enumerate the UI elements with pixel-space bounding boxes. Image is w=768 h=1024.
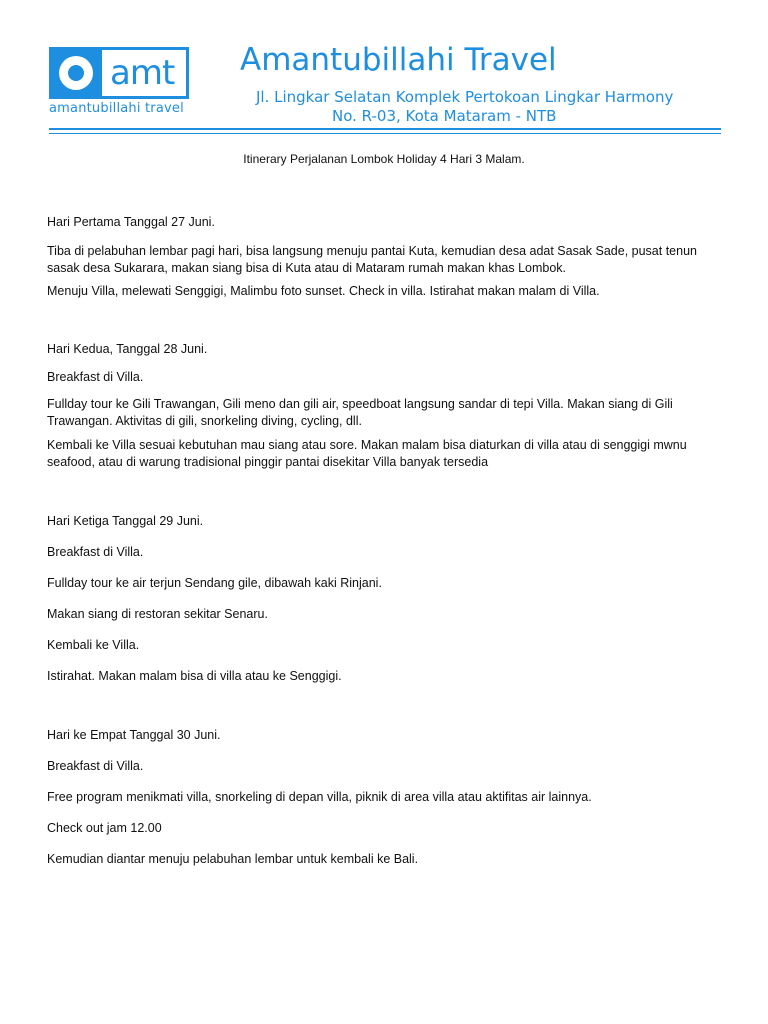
letterhead xyxy=(0,0,768,140)
logo-mark xyxy=(52,50,102,96)
day-heading: Hari Kedua, Tanggal 28 Juni. xyxy=(47,342,208,356)
paragraph: Breakfast di Villa. xyxy=(47,759,144,773)
paragraph: Istirahat. Makan malam bisa di villa atau ke Senggigi. xyxy=(47,669,342,683)
company-name: Amantubillahi Travel xyxy=(240,42,557,78)
paragraph: Fullday tour ke Gili Trawangan, Gili meno dan gili air, speedboat langsung sandar di tepi Villa. Makan siang di Gili Trawangan. Aktivitas di gili, snorkeling diving, cycling, dll. xyxy=(47,397,673,428)
itinerary-body xyxy=(47,214,727,868)
day-heading: Hari Pertama Tanggal 27 Juni. xyxy=(47,215,215,229)
paragraph: Kembali ke Villa. xyxy=(47,638,140,652)
address-line-1: Jl. Lingkar Selatan Komplek Pertokoan Lingkar Harmony xyxy=(256,88,674,106)
logo-a-icon xyxy=(59,56,93,90)
day-heading: Hari ke Empat Tanggal 30 Juni. xyxy=(47,728,221,742)
address-line-2: No. R-03, Kota Mataram - NTB xyxy=(332,107,557,125)
company-logo xyxy=(49,47,189,99)
paragraph: Breakfast di Villa. xyxy=(47,545,144,559)
document-title: Itinerary Perjalanan Lombok Holiday 4 Hari 3 Malam. xyxy=(243,152,525,166)
logo-text: amt xyxy=(110,53,175,93)
day-heading: Hari Ketiga Tanggal 29 Juni. xyxy=(47,514,204,528)
paragraph: Breakfast di Villa. xyxy=(47,370,144,384)
paragraph: Makan siang di restoran sekitar Senaru. xyxy=(47,607,268,621)
paragraph: Menuju Villa, melewati Senggigi, Malimbu foto sunset. Check in villa. Istirahat makan malam di Villa. xyxy=(47,284,600,298)
paragraph: Kembali ke Villa sesuai kebutuhan mau siang atau sore. Makan malam bisa diaturkan di villa atau di senggigi mwnu seafood, atau di warung tradisional pinggir pantai disekitar Villa banyak tersedia xyxy=(47,438,687,469)
paragraph: Kemudian diantar menuju pelabuhan lembar untuk kembali ke Bali. xyxy=(47,852,419,866)
paragraph: Check out jam 12.00 xyxy=(47,821,162,835)
paragraph: Tiba di pelabuhan lembar pagi hari, bisa langsung menuju pantai Kuta, kemudian desa adat Sasak Sade, pusat tenun sasak desa Sukarara, makan siang bisa di Kuta atau di Mataram rumah makan khas Lombok. xyxy=(47,244,697,275)
header-rule-thin xyxy=(49,133,721,134)
logo-caption: amantubillahi travel xyxy=(49,101,184,116)
paragraph: Free program menikmati villa, snorkeling di depan villa, piknik di area villa atau aktifitas air lainnya. xyxy=(47,790,592,804)
paragraph: Fullday tour ke air terjun Sendang gile, dibawah kaki Rinjani. xyxy=(47,576,382,590)
header-rule xyxy=(49,128,721,130)
